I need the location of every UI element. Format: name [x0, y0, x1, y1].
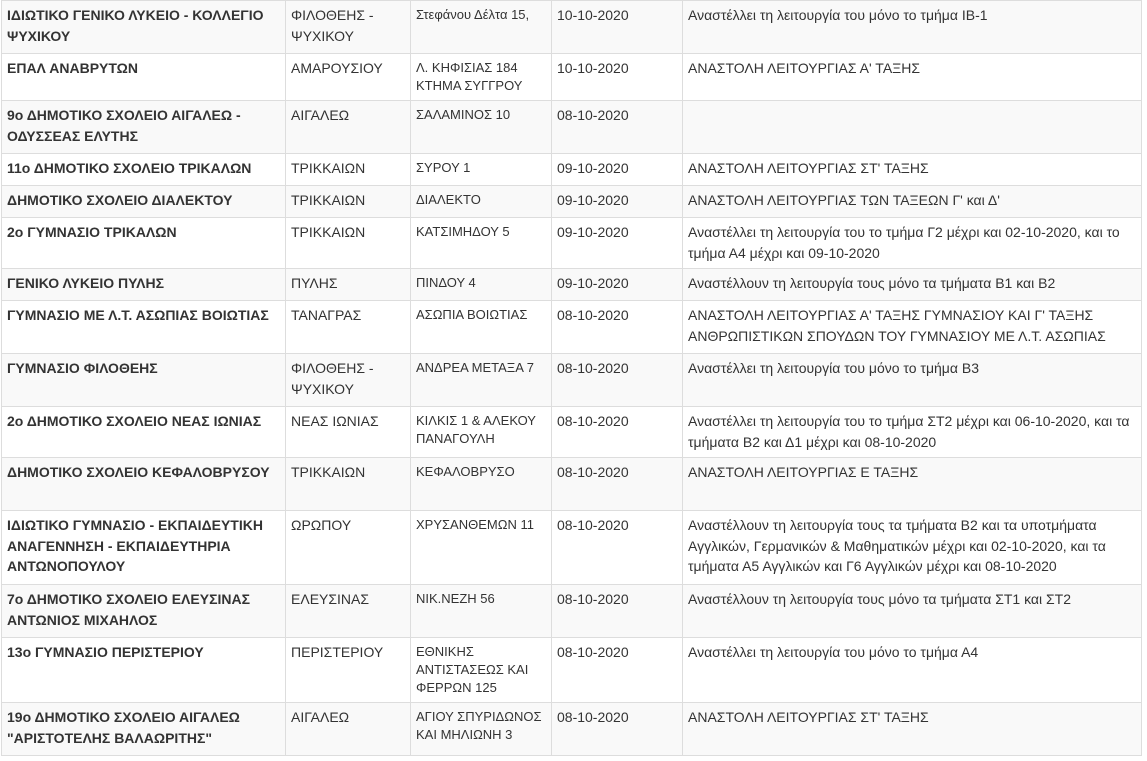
school-name-cell: 13ο ΓΥΜΝΑΣΙΟ ΠΕΡΙΣΤΕΡΙΟΥ [2, 638, 286, 703]
date-cell: 10-10-2020 [552, 54, 683, 101]
date-cell: 08-10-2020 [552, 585, 683, 638]
address-cell: ΑΣΩΠΙΑ ΒΟΙΩΤΙΑΣ [411, 301, 552, 354]
date-cell: 08-10-2020 [552, 511, 683, 585]
table-row [2, 154, 1142, 186]
table-row [2, 186, 1142, 218]
note-cell: Αναστέλλουν τη λειτουργία τους τα τμήματα Β2 και τα υποτμήματα Αγγλικών, Γερμανικών & Μαθηματικών μέχρι και 02-10-2020, και τα τμήματα Α5 Αγγλικών και Γ6 Αγγλικών μέχρι και 08-10-2020 [683, 511, 1142, 585]
area-cell: ΦΙΛΟΘΕΗΣ - ΨΥΧΙΚΟΥ [286, 1, 411, 54]
table-row [2, 1, 1142, 54]
school-name-cell: ΙΔΙΩΤΙΚΟ ΓΕΝΙΚΟ ΛΥΚΕΙΟ - ΚΟΛΛΕΓΙΟ ΨΥΧΙΚΟΥ [2, 1, 286, 54]
table-row [2, 407, 1142, 458]
address-cell: ΣΥΡΟΥ 1 [411, 154, 552, 186]
address-cell: Στεφάνου Δέλτα 15, [411, 1, 552, 54]
note-cell: Αναστέλλουν τη λειτουργία τους μόνο τα τμήματα Β1 και Β2 [683, 269, 1142, 301]
address-cell: ΧΡΥΣΑΝΘΕΜΩΝ 11 [411, 511, 552, 585]
school-name-cell: ΔΗΜΟΤΙΚΟ ΣΧΟΛΕΙΟ ΚΕΦΑΛΟΒΡΥΣΟΥ [2, 458, 286, 511]
note-cell: ΑΝΑΣΤΟΛΗ ΛΕΙΤΟΥΡΓΙΑΣ Α' ΤΑΞΗΣ ΓΥΜΝΑΣΙΟΥ ΚΑΙ Γ' ΤΑΞΗΣ ΑΝΘΡΩΠΙΣΤΙΚΩΝ ΣΠΟΥΔΩΝ ΤΟΥ ΓΥΜΝΑΣΙΟΥ ΜΕ Λ.Τ. ΑΣΩΠΙΑΣ [683, 301, 1142, 354]
note-cell: Αναστέλλει τη λειτουργία του το τμήμα ΣΤ2 μέχρι και 06-10-2020, και τα τμήματα Β2 και Δ1 μέχρι και 08-10-2020 [683, 407, 1142, 458]
table-row [2, 354, 1142, 407]
area-cell: ΑΙΓΑΛΕΩ [286, 101, 411, 154]
school-name-cell: 9ο ΔΗΜΟΤΙΚΟ ΣΧΟΛΕΙΟ ΑΙΓΑΛΕΩ - ΟΔΥΣΣΕΑΣ ΕΛΥΤΗΣ [2, 101, 286, 154]
table-row [2, 218, 1142, 269]
school-name-cell: ΙΔΙΩΤΙΚΟ ΓΥΜΝΑΣΙΟ - ΕΚΠΑΙΔΕΥΤΙΚΗ ΑΝΑΓΕΝΝΗΣΗ - ΕΚΠΑΙΔΕΥΤΗΡΙΑ ΑΝΤΩΝΟΠΟΥΛΟΥ [2, 511, 286, 585]
date-cell: 08-10-2020 [552, 703, 683, 756]
school-name-cell: 11ο ΔΗΜΟΤΙΚΟ ΣΧΟΛΕΙΟ ΤΡΙΚΑΛΩΝ [2, 154, 286, 186]
school-name-cell: 2ο ΓΥΜΝΑΣΙΟ ΤΡΙΚΑΛΩΝ [2, 218, 286, 269]
date-cell: 08-10-2020 [552, 638, 683, 703]
date-cell: 08-10-2020 [552, 301, 683, 354]
address-cell: ΚΙΛΚΙΣ 1 & ΑΛΕΚΟΥ ΠΑΝΑΓΟΥΛΗ [411, 407, 552, 458]
date-cell: 09-10-2020 [552, 269, 683, 301]
note-cell: ΑΝΑΣΤΟΛΗ ΛΕΙΤΟΥΡΓΙΑΣ ΤΩΝ ΤΑΞΕΩΝ Γ' και Δ' [683, 186, 1142, 218]
date-cell: 09-10-2020 [552, 186, 683, 218]
area-cell: ΤΡΙΚΚΑΙΩΝ [286, 154, 411, 186]
area-cell: ΩΡΩΠΟΥ [286, 511, 411, 585]
area-cell: ΕΛΕΥΣΙΝΑΣ [286, 585, 411, 638]
address-cell: ΚΕΦΑΛΟΒΡΥΣΟ [411, 458, 552, 511]
area-cell: ΠΕΡΙΣΤΕΡΙΟΥ [286, 638, 411, 703]
school-closures-table [1, 0, 1142, 756]
date-cell: 08-10-2020 [552, 101, 683, 154]
address-cell: ΕΘΝΙΚΗΣ ΑΝΤΙΣΤΑΣΕΩΣ ΚΑΙ ΦΕΡΡΩΝ 125 [411, 638, 552, 703]
area-cell: ΤΑΝΑΓΡΑΣ [286, 301, 411, 354]
note-cell: ΑΝΑΣΤΟΛΗ ΛΕΙΤΟΥΡΓΙΑΣ ΣΤ' ΤΑΞΗΣ [683, 154, 1142, 186]
school-name-cell: ΕΠΑΛ ΑΝΑΒΡΥΤΩΝ [2, 54, 286, 101]
date-cell: 10-10-2020 [552, 1, 683, 54]
area-cell: ΤΡΙΚΚΑΙΩΝ [286, 218, 411, 269]
note-cell [683, 101, 1142, 154]
area-cell: ΤΡΙΚΚΑΙΩΝ [286, 186, 411, 218]
area-cell: ΤΡΙΚΚΑΙΩΝ [286, 458, 411, 511]
table-row [2, 638, 1142, 703]
area-cell: ΑΜΑΡΟΥΣΙΟΥ [286, 54, 411, 101]
address-cell: ΚΑΤΣΙΜΗΔΟΥ 5 [411, 218, 552, 269]
table-row [2, 458, 1142, 511]
note-cell: ΑΝΑΣΤΟΛΗ ΛΕΙΤΟΥΡΓΙΑΣ ΣΤ' ΤΑΞΗΣ [683, 703, 1142, 756]
table-body [2, 1, 1142, 756]
note-cell: Αναστέλλει τη λειτουργία του μόνο το τμήμα ΙΒ-1 [683, 1, 1142, 54]
table-row [2, 703, 1142, 756]
table-row [2, 54, 1142, 101]
table-row [2, 301, 1142, 354]
address-cell: ΠΙΝΔΟΥ 4 [411, 269, 552, 301]
note-cell: Αναστέλλουν τη λειτουργία τους μόνο τα τμήματα ΣΤ1 και ΣΤ2 [683, 585, 1142, 638]
table-row [2, 585, 1142, 638]
school-name-cell: 19ο ΔΗΜΟΤΙΚΟ ΣΧΟΛΕΙΟ ΑΙΓΑΛΕΩ "ΑΡΙΣΤΟΤΕΛΗΣ ΒΑΛΑΩΡΙΤΗΣ" [2, 703, 286, 756]
address-cell: ΣΑΛΑΜΙΝΟΣ 10 [411, 101, 552, 154]
school-name-cell: 2ο ΔΗΜΟΤΙΚΟ ΣΧΟΛΕΙΟ ΝΕΑΣ ΙΩΝΙΑΣ [2, 407, 286, 458]
date-cell: 08-10-2020 [552, 407, 683, 458]
note-cell: Αναστέλλει τη λειτουργία του μόνο το τμήμα Α4 [683, 638, 1142, 703]
area-cell: ΝΕΑΣ ΙΩΝΙΑΣ [286, 407, 411, 458]
school-name-cell: ΔΗΜΟΤΙΚΟ ΣΧΟΛΕΙΟ ΔΙΑΛΕΚΤΟΥ [2, 186, 286, 218]
school-name-cell: ΓΕΝΙΚΟ ΛΥΚΕΙΟ ΠΥΛΗΣ [2, 269, 286, 301]
school-name-cell: 7ο ΔΗΜΟΤΙΚΟ ΣΧΟΛΕΙΟ ΕΛΕΥΣΙΝΑΣ ΑΝΤΩΝΙΟΣ ΜΙΧΑΗΛΟΣ [2, 585, 286, 638]
address-cell: ΔΙΑΛΕΚΤΟ [411, 186, 552, 218]
date-cell: 08-10-2020 [552, 458, 683, 511]
table-row [2, 511, 1142, 585]
address-cell: ΝΙΚ.ΝΕΖΗ 56 [411, 585, 552, 638]
address-cell: Λ. ΚΗΦΙΣΙΑΣ 184 ΚΤΗΜΑ ΣΥΓΓΡΟΥ [411, 54, 552, 101]
school-name-cell: ΓΥΜΝΑΣΙΟ ΦΙΛΟΘΕΗΣ [2, 354, 286, 407]
area-cell: ΦΙΛΟΘΕΗΣ - ΨΥΧΙΚΟΥ [286, 354, 411, 407]
area-cell: ΠΥΛΗΣ [286, 269, 411, 301]
note-cell: ΑΝΑΣΤΟΛΗ ΛΕΙΤΟΥΡΓΙΑΣ Ε ΤΑΞΗΣ [683, 458, 1142, 511]
area-cell: ΑΙΓΑΛΕΩ [286, 703, 411, 756]
date-cell: 09-10-2020 [552, 218, 683, 269]
note-cell: Αναστέλλει τη λειτουργία του μόνο το τμήμα Β3 [683, 354, 1142, 407]
note-cell: ΑΝΑΣΤΟΛΗ ΛΕΙΤΟΥΡΓΙΑΣ Α' ΤΑΞΗΣ [683, 54, 1142, 101]
date-cell: 09-10-2020 [552, 154, 683, 186]
address-cell: ΑΝΔΡΕΑ ΜΕΤΑΞΑ 7 [411, 354, 552, 407]
table-row [2, 269, 1142, 301]
note-cell: Αναστέλλει τη λειτουργία του το τμήμα Γ2 μέχρι και 02-10-2020, και το τμήμα Α4 μέχρι και 09-10-2020 [683, 218, 1142, 269]
school-name-cell: ΓΥΜΝΑΣΙΟ ΜΕ Λ.Τ. ΑΣΩΠΙΑΣ ΒΟΙΩΤΙΑΣ [2, 301, 286, 354]
date-cell: 08-10-2020 [552, 354, 683, 407]
address-cell: ΑΓΙΟΥ ΣΠΥΡΙΔΩΝΟΣ ΚΑΙ ΜΗΛΙΩΝΗ 3 [411, 703, 552, 756]
table-row [2, 101, 1142, 154]
